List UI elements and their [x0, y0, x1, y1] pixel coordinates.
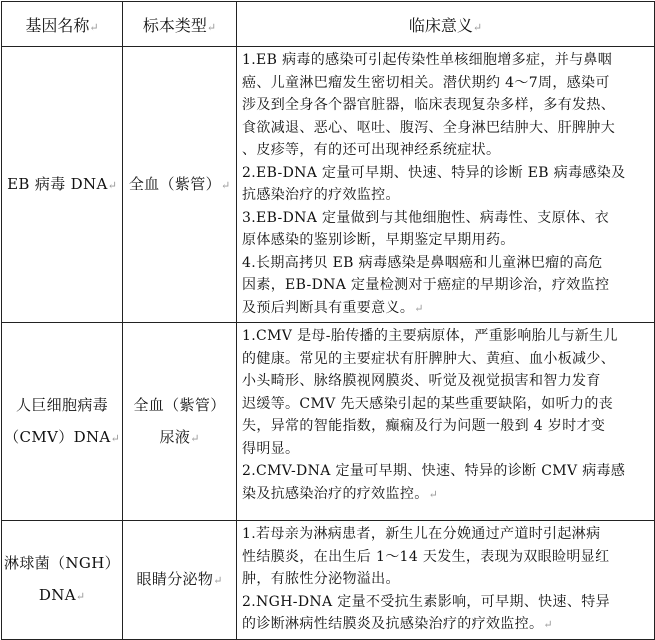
header-specimen-type-text: 标本类型 [142, 15, 207, 35]
paragraph-mark-icon: ↵ [75, 589, 86, 603]
significance-line: 迟缓等。CMV 先天感染引起的某些重要缺陷，如听力的丧 [242, 395, 614, 412]
gene-name-line: DNA [38, 585, 76, 604]
table-row [2, 47, 655, 323]
significance-line: 得明显。 [242, 440, 300, 457]
paragraph-mark-icon: ↵ [206, 20, 217, 34]
header-specimen-type [123, 2, 237, 47]
paragraph-mark-icon: ↵ [220, 178, 231, 192]
specimen-cell [123, 521, 237, 640]
header-clinical-significance-text: 临床意义 [408, 15, 473, 35]
specimen-line: 全血（紫管） [128, 174, 221, 193]
header-row [2, 2, 655, 47]
table-row [2, 521, 655, 640]
significance-line: 2.CMV-DNA 定量可早期、快速、特异的诊断 CMV 病毒感 [242, 463, 626, 479]
gene-name-line: （CMV）DNA [4, 427, 111, 446]
gene-name-line: 人巨细胞病毒 [15, 395, 109, 414]
significance-line: 食欲减退、恶心、呕吐、腹泻、全身淋巴结肿大、肝脾肿大 [242, 119, 616, 136]
paragraph-mark-icon: ↵ [543, 618, 553, 631]
specimen-cell [123, 323, 237, 521]
paragraph-mark-icon: ↵ [428, 487, 438, 501]
significance-line: 肿，有脓性分泌物溢出。 [242, 571, 400, 587]
significance-line: 染及抗感染治疗的疗效监控。 [242, 485, 429, 502]
specimen-cell [123, 47, 237, 323]
gene-name-cell [2, 323, 123, 521]
significance-line: 性结膜炎，在出生后 1～14 天发生，表现为双眼睑明显红 [242, 548, 610, 565]
significance-cell [237, 323, 655, 521]
significance-line: 1.若母亲为淋病患者，新生儿在分娩通过产道时引起淋病 [242, 526, 601, 542]
significance-line: 2.EB-DNA 定量可早期、快速、特异的诊断 EB 病毒感染及 [242, 164, 626, 181]
significance-line: 1.CMV 是母-胎传播的主要病原体，严重影响胎儿与新生儿 [242, 328, 618, 344]
significance-cell [237, 521, 655, 640]
paragraph-mark-icon: ↵ [414, 301, 424, 315]
specimen-line: 全血（紫管） [133, 395, 226, 414]
significance-line: 4.长期高拷贝 EB 病毒感染是鼻咽癌和儿童淋巴瘤的高危 [242, 254, 603, 271]
table-row [2, 323, 655, 521]
significance-line: 癌、儿童淋巴瘤发生密切相关。潜伏期约 4～7周，感染可 [242, 74, 610, 91]
gene-name-cell [2, 47, 123, 323]
significance-line: 因素，EB-DNA 定量检测对于癌症的早期诊治，疗效监控 [242, 277, 610, 293]
significance-line: 2.NGH-DNA 定量不受抗生素影响，可早期、快速、特异 [242, 593, 610, 610]
significance-line: 小头畸形、脉络膜视网膜炎、听觉及视觉损害和智力发育 [242, 373, 601, 389]
header-gene-name-text: 基因名称 [25, 15, 90, 35]
significance-line: 涉及到全身各个器官脏器，临床表现复杂多样，多有发热、 [242, 97, 616, 113]
paragraph-mark-icon: ↵ [213, 573, 223, 587]
header-clinical-significance [237, 2, 655, 47]
significance-line: 及预后判断具有重要意义。 [242, 299, 415, 316]
gene-name-line: 淋球菌（NGH） [4, 553, 120, 572]
gene-name-cell [2, 521, 123, 640]
clinical-table [1, 1, 655, 640]
paragraph-mark-icon: ↵ [110, 431, 120, 445]
gene-name-line: EB 病毒 DNA [7, 174, 108, 193]
paragraph-mark-icon: ↵ [89, 20, 99, 34]
significance-line: 3.EB-DNA 定量做到与其他细胞性、病毒性、支原体、衣 [242, 209, 610, 226]
significance-line: 原体感染的鉴别诊断，早期鉴定早期用药。 [242, 232, 515, 248]
paragraph-mark-icon: ↵ [107, 178, 117, 192]
significance-line: 抗感染治疗的疗效监控。 [242, 187, 400, 203]
significance-line: 失，异常的智能指数，癫痫及行为问题一般到 4 岁时才变 [242, 418, 606, 434]
significance-line: 1.EB 病毒的感染可引起传染性单核细胞增多症，并与鼻咽 [242, 52, 613, 68]
significance-line: 、皮疹等，有的还可出现神经系统症状。 [242, 142, 501, 158]
significance-line: 的健康。常见的主要症状有肝脾肿大、黄疸、血小板减少、 [242, 350, 616, 367]
paragraph-mark-icon: ↵ [190, 431, 200, 445]
significance-cell [237, 47, 655, 323]
significance-line: 的诊断淋病性结膜炎及抗感染治疗的疗效监控。 [242, 616, 544, 632]
paragraph-mark-icon: ↵ [472, 20, 483, 34]
header-gene-name [2, 2, 123, 47]
specimen-line: 尿液 [159, 427, 191, 446]
specimen-line: 眼睛分泌物 [136, 569, 214, 588]
